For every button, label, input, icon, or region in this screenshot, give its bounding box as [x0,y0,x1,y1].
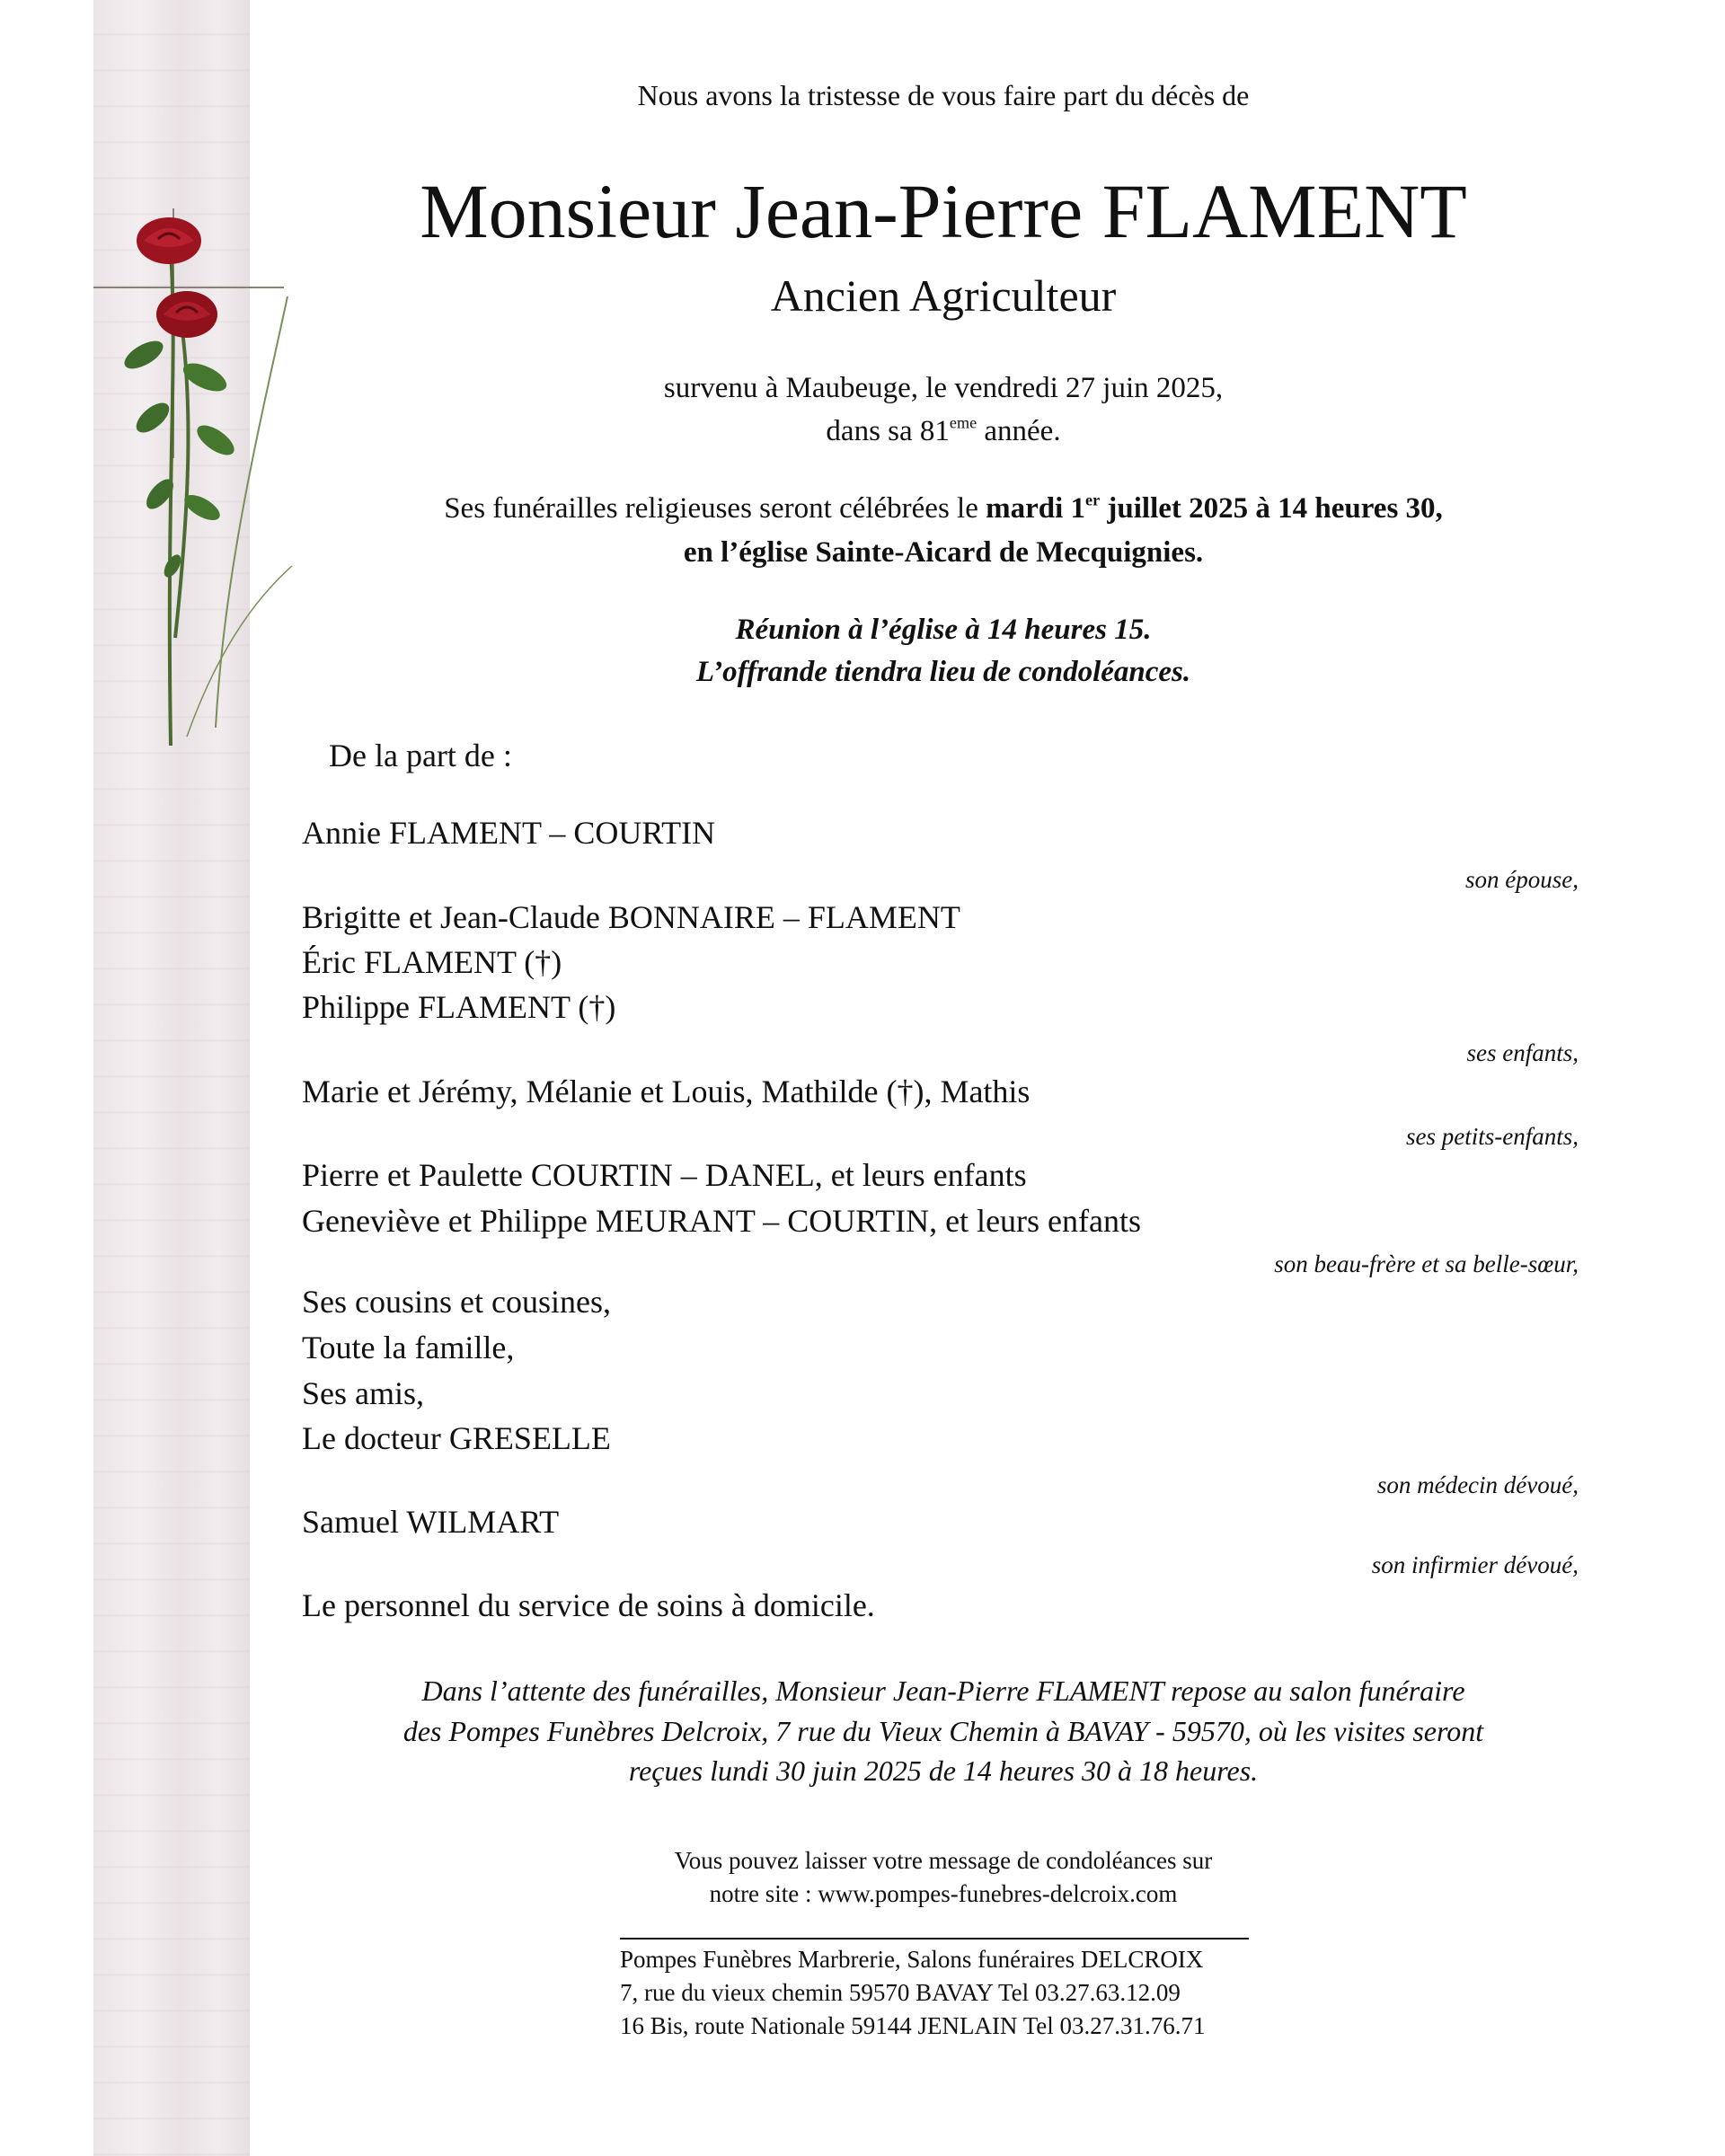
repose-line-3: reçues lundi 30 juin 2025 de 14 heures 30 à 18 heures. [628,1754,1259,1787]
others-1: Ses cousins et cousines, [302,1284,611,1320]
child-3: Philippe FLAMENT (†) [302,989,616,1025]
death-line-1: survenu à Maubeuge, le vendredi 27 juin 2025, [663,372,1224,404]
others-2: Toute la famille, [302,1330,515,1365]
occupation: Ancien Agriculteur [770,270,1117,321]
others-3: Ses amis, [302,1375,425,1411]
nurse-name: Samuel WILMART [302,1504,560,1540]
funeral-line-1: Ses funérailles religieuses seront célébrées le mardi 1er juillet 2025 à 14 heures 30, [444,490,1443,525]
cross-with-roses-icon [81,189,296,764]
footer-line-2: 7, rue du vieux chemin 59570 BAVAY Tel 03.27.63.12.09 [620,1979,1181,2006]
care-staff: Le personnel du service de soins à domicile. [302,1587,875,1623]
inlaws-role: son beau-frère et sa belle-sœur, [1274,1250,1579,1277]
offrande-note: L’offrande tiendra lieu de condoléances. [695,656,1191,688]
intro-text: Nous avons la tristesse de vous faire part du décès de [637,79,1250,111]
death-line-2: dans sa 81eme année. [826,413,1061,447]
spouse-role: son épouse, [1465,866,1579,893]
child-1: Brigitte et Jean-Claude BONNAIRE – FLAMENT [302,899,960,935]
grandchildren: Marie et Jérémy, Mélanie et Louis, Mathilde (†), Mathis [302,1074,1031,1109]
spouse-name: Annie FLAMENT – COURTIN [302,815,716,851]
inlaws-1: Pierre et Paulette COURTIN – DANEL, et leurs enfants [302,1157,1027,1193]
footer-line-3: 16 Bis, route Nationale 59144 JENLAIN Tel 03.27.31.76.71 [620,2012,1206,2039]
condolences-line-2: notre site : www.pompes-funebres-delcroix.com [709,1880,1178,1907]
condolences-line-1: Vous pouvez laisser votre message de condoléances sur [674,1847,1213,1874]
nurse-role: son infirmier dévoué, [1371,1551,1579,1578]
inlaws-2: Geneviève et Philippe MEURANT – COURTIN, et leurs enfants [302,1203,1141,1239]
funeral-line-2: en l’église Sainte-Aicard de Mecquignies. [683,536,1204,569]
repose-line-2: des Pompes Funèbres Delcroix, 7 rue du Vieux Chemin à BAVAY - 59570, où les visites seront [402,1715,1484,1747]
from-label: De la part de : [329,738,512,773]
footer-line-1: Pompes Funèbres Marbrerie, Salons funéraires DELCROIX [620,1946,1204,1973]
reunion-note: Réunion à l’église à 14 heures 15. [735,614,1152,646]
deceased-name: Monsieur Jean-Pierre FLAMENT [420,168,1467,254]
child-2: Éric FLAMENT (†) [302,944,562,980]
footer-divider [620,1938,1249,1940]
others-4: Le docteur GRESELLE [302,1420,611,1456]
children-role: ses enfants, [1466,1039,1579,1066]
grandchildren-role: ses petits-enfants, [1406,1123,1579,1150]
doctor-role: son médecin dévoué, [1376,1471,1579,1498]
repose-line-1: Dans l’attente des funérailles, Monsieur Jean-Pierre FLAMENT repose au salon funéraire [421,1674,1465,1707]
